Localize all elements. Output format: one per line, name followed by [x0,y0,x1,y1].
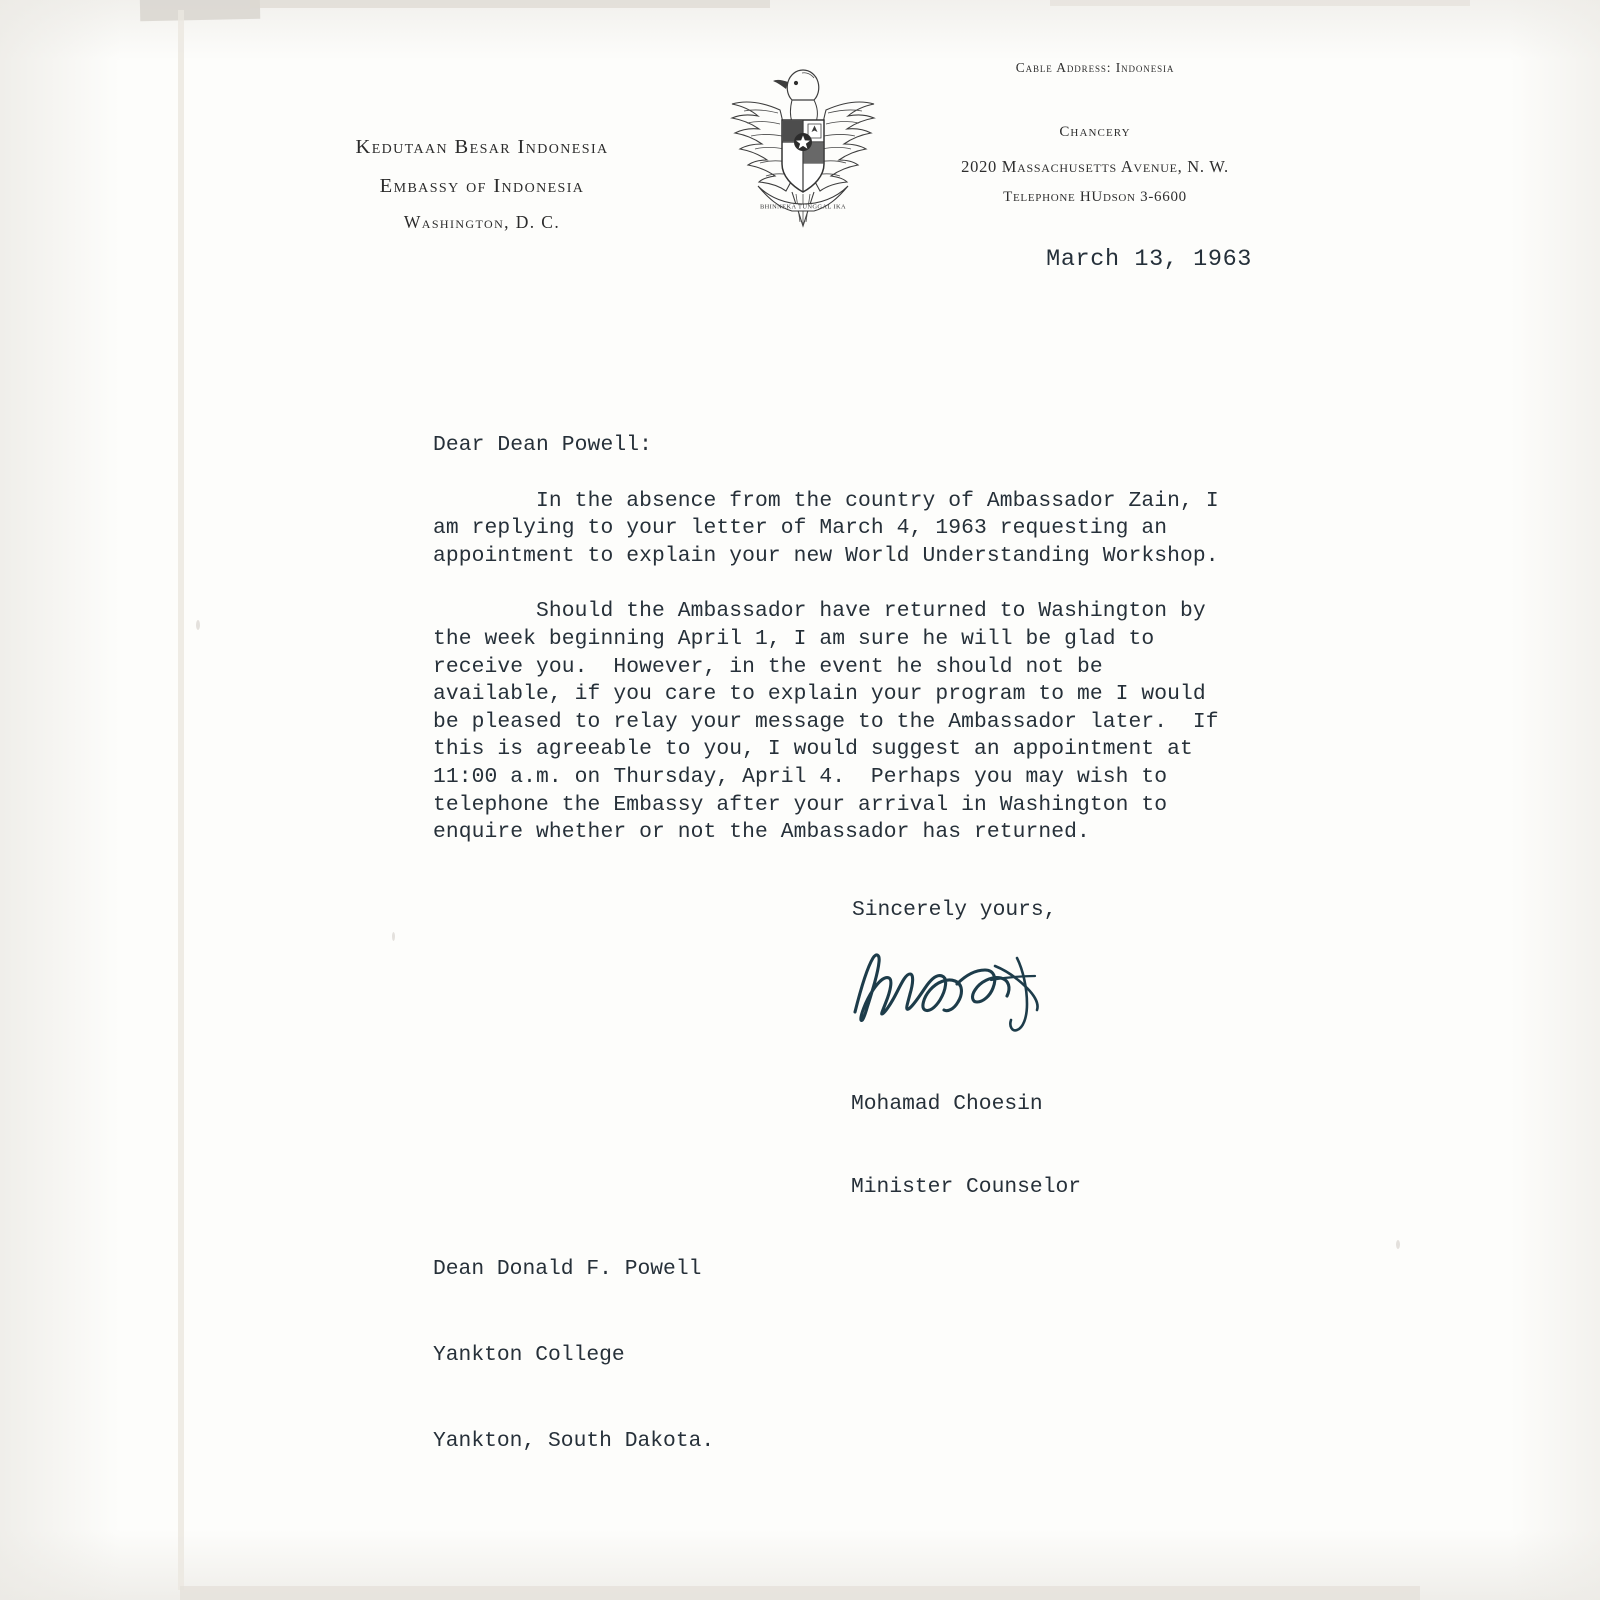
embassy-name-indonesian: Kedutaan Besar Indonesia [355,136,609,158]
embassy-name-english: Embassy of Indonesia [379,174,585,197]
paragraph-1: In the absence from the country of Ambassador Zain, I am replying to your letter of March 4, 1963 requesting an appointment to explain your new World Understanding Workshop. [433,488,1232,568]
letterhead [0,0,1600,240]
embassy-city: Washington, D. C. [403,211,561,232]
paper-speck [196,620,200,630]
paragraph-2: Should the Ambassador have returned to Washington by the week beginning April 1, I am sure he will be glad to receive you. However, in the event he should not be available, if you care to explain your program to me I would be pleased to relay your message to the Ambassador later. If this is agreeable to you, I would suggest an appointment at 11:00 a.m. on Thursday, April 4. Perhaps you may wish to telephone the Embassy after your arrival in Washington to enquire whether or not the Ambassador has returned. [433,599,1232,845]
letterhead-right-block [880,60,1310,206]
paper-speck [392,932,395,941]
letter-date: March 13, 1963 [1046,246,1252,273]
paper-edge-left [178,10,184,1590]
recipient-organization: Yankton College [433,1342,625,1367]
closing-line: Sincerely yours, [852,898,1057,922]
recipient-city-state: Yankton, South Dakota. [433,1428,715,1453]
cable-address: Cable Address: Indonesia [1015,60,1175,75]
telephone: Telephone HUdson 3-6600 [1003,189,1187,205]
salutation: Dear Dean Powell: [433,433,652,457]
signer-name: Mohamad Choesin [851,1092,1043,1117]
handwritten-signature [845,940,1095,1035]
letter-body [433,432,1233,875]
recipient-address-block [433,1198,714,1513]
svg-text:BHINNEKA TUNGGAL IKA: BHINNEKA TUNGGAL IKA [759,203,847,211]
paper-speck [1396,1240,1400,1249]
letterhead-left-block [272,128,692,239]
paper-edge-bottom [180,1586,1420,1600]
garuda-pancasila-crest-icon [718,58,888,233]
recipient-name: Dean Donald F. Powell [433,1257,702,1282]
street-address: 2020 Massachusetts Avenue, N. W. [961,157,1229,176]
signer-block [851,1036,1081,1257]
signer-title: Minister Counselor [851,1174,1082,1199]
chancery-label: Chancery [1059,124,1131,140]
